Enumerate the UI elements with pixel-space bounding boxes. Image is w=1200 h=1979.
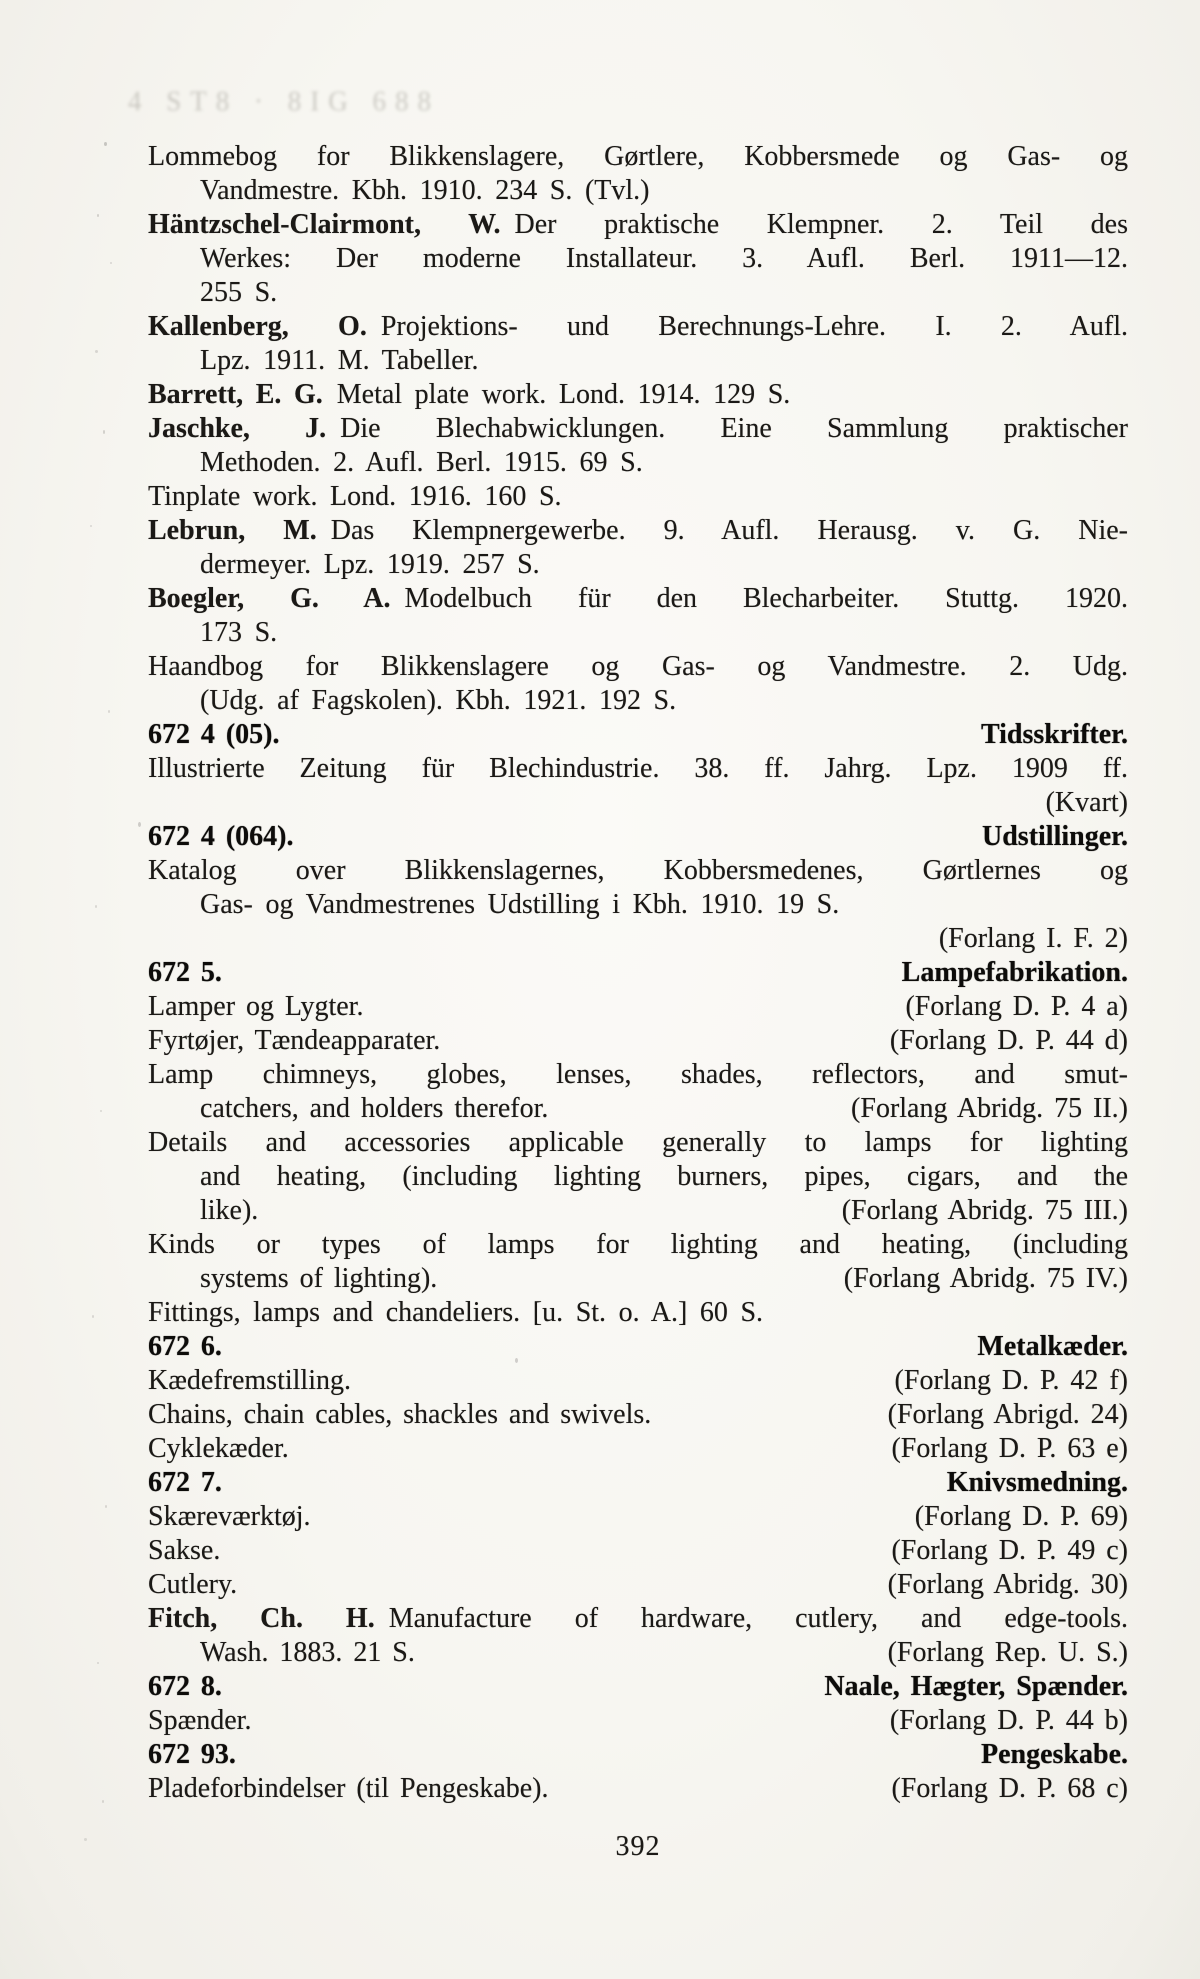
classification-number: [148, 956, 222, 990]
reference-note: (Forlang Abrigd. 24): [887, 1399, 1128, 1430]
entry-line: [148, 1636, 1128, 1670]
entry-line: [148, 446, 1128, 480]
entry-text: like).: [200, 1195, 259, 1226]
classification-code: 672 5.: [148, 957, 222, 988]
entry-line: [148, 378, 1128, 412]
reference-note: (Forlang Abridg. 75 III.): [841, 1195, 1128, 1226]
show-through-text: 4 ST8 · 8IG 688: [128, 85, 440, 117]
entry-text: Vandmestre. Kbh. 1910. 234 S. (Tvl.): [200, 175, 650, 206]
reference-note: (Forlang D. P. 44 b): [889, 1705, 1128, 1736]
entry-line: [148, 276, 1128, 310]
entry-text: and heating, (including lighting burners, pipes, cigars, and the: [200, 1161, 1128, 1192]
reference-note: (Kvart): [1045, 787, 1128, 818]
scan-speck: [102, 1800, 104, 1803]
entry-text: Wash. 1883. 21 S.: [200, 1637, 415, 1668]
entry-text: Skæreværktøj.: [148, 1501, 311, 1532]
entry-text: Barrett, E. G. Metal plate work. Lond. 1914. 129 S.: [148, 379, 791, 410]
classification-line: [148, 1670, 1128, 1704]
entry-text: Lommebog for Blikkenslagere, Gørtlere, Kobbersmede og Gas- og: [148, 141, 1128, 172]
entry-text: Fyrtøjer, Tændeapparater.: [148, 1025, 441, 1056]
entry-text: Illustrierte Zeitung für Blechindustrie. 38. ff. Jahrg. Lpz. 1909 ff.: [148, 753, 1128, 784]
entry-text: 255 S.: [200, 277, 278, 308]
entry-line: [148, 1432, 1128, 1466]
classification-number: [148, 718, 280, 752]
entry-text: Spænder.: [148, 1705, 252, 1736]
classification-number: [148, 1670, 222, 1704]
reference-note: (Forlang D. P. 63 e): [891, 1433, 1128, 1464]
entry-line: [148, 1602, 1128, 1636]
entry-text: Häntzschel-Clairmont, W. Der praktische Klempner. 2. Teil des: [148, 209, 1128, 240]
entry-text: Lamp chimneys, globes, lenses, shades, reflectors, and smut-: [148, 1059, 1128, 1090]
scan-speck: [105, 1505, 107, 1508]
reference-note: (Forlang D. P. 44 d): [889, 1025, 1128, 1056]
entry-line: [148, 480, 1128, 514]
entry-text: 173 S.: [200, 617, 278, 648]
entry-line: [148, 174, 1128, 208]
classification-code: 672 93.: [148, 1739, 236, 1770]
text-block: [148, 140, 1128, 1806]
entry-author: Boegler, G. A.: [148, 583, 391, 614]
entry-text: Chains, chain cables, shackles and swivels.: [148, 1399, 652, 1430]
entry-line: [148, 888, 1128, 922]
classification-line: [148, 1466, 1128, 1500]
entry-line: [148, 548, 1128, 582]
entry-text: Kallenberg, O. Projektions- und Berechnungs-Lehre. I. 2. Aufl.: [148, 311, 1128, 342]
entry-line: [148, 1364, 1128, 1398]
entry-line: [148, 514, 1128, 548]
entry-text: Kinds or types of lamps for lighting and heating, (including: [148, 1229, 1128, 1260]
entry-text: Haandbog for Blikkenslagere og Gas- og Vandmestre. 2. Udg.: [148, 651, 1128, 682]
entry-line: [148, 1568, 1128, 1602]
entry-line: [148, 854, 1128, 888]
scan-speck: [84, 1838, 87, 1841]
entry-text: (Udg. af Fagskolen). Kbh. 1921. 192 S.: [200, 685, 677, 716]
classification-line: [148, 820, 1128, 854]
entry-author: Kallenberg, O.: [148, 311, 367, 342]
classification-heading: Pengeskabe.: [981, 1739, 1128, 1770]
reference-note: (Forlang I. F. 2): [938, 923, 1128, 954]
classification-number: [148, 1738, 236, 1772]
entry-line: [148, 242, 1128, 276]
entry-line: [148, 344, 1128, 378]
entry-line: [148, 616, 1128, 650]
entry-line: [148, 650, 1128, 684]
scan-speck: [103, 430, 105, 434]
classification-heading: Lampefabrikation.: [901, 957, 1128, 988]
entry-line: [148, 786, 1128, 820]
scan-speck: [95, 350, 98, 353]
entry-text: Cyklekæder.: [148, 1433, 289, 1464]
classification-code: 672 4 (064).: [148, 821, 294, 852]
entry-line: [148, 752, 1128, 786]
classification-code: 672 6.: [148, 1331, 222, 1362]
scan-speck: [90, 525, 92, 527]
scan-speck: [92, 1315, 94, 1318]
reference-note: (Forlang Abridg. 75 IV.): [843, 1263, 1128, 1294]
entry-line: [148, 412, 1128, 446]
entry-line: [148, 1296, 1128, 1330]
classification-line: [148, 1330, 1128, 1364]
entry-line: [148, 1194, 1128, 1228]
classification-heading: Udstillinger.: [982, 821, 1128, 852]
scan-speck: [95, 905, 97, 908]
entry-author: Lebrun, M.: [148, 515, 317, 546]
reference-note: (Forlang D. P. 69): [914, 1501, 1128, 1532]
entry-line: [148, 1126, 1128, 1160]
classification-number: [148, 1466, 222, 1500]
reference-note: (Forlang Rep. U. S.): [887, 1637, 1128, 1668]
entry-text: systems of lighting).: [200, 1263, 438, 1294]
entry-line: [148, 1534, 1128, 1568]
entry-text: Cutlery.: [148, 1569, 238, 1600]
entry-text: Fitch, Ch. H. Manufacture of hardware, cutlery, and edge-tools.: [148, 1603, 1128, 1634]
entry-line: [148, 1228, 1128, 1262]
scan-speck: [97, 1662, 99, 1664]
entry-text: Tinplate work. Lond. 1916. 160 S.: [148, 481, 562, 512]
entry-text: Details and accessories applicable generally to lamps for lighting: [148, 1127, 1128, 1158]
entry-author: Barrett, E. G.: [148, 379, 323, 410]
entry-text: Kædefremstilling.: [148, 1365, 351, 1396]
entry-text: Sakse.: [148, 1535, 221, 1566]
entry-line: [148, 1092, 1128, 1126]
classification-heading: Knivsmedning.: [946, 1467, 1128, 1498]
classification-line: [148, 1738, 1128, 1772]
classification-line: [148, 956, 1128, 990]
classification-heading: Naale, Hægter, Spænder.: [824, 1671, 1128, 1702]
scan-speck: [515, 1358, 518, 1363]
entry-text: Methoden. 2. Aufl. Berl. 1915. 69 S.: [200, 447, 643, 478]
scan-speck: [100, 1110, 102, 1112]
scan-speck: [138, 822, 141, 827]
entry-author: Fitch, Ch. H.: [148, 1603, 375, 1634]
reference-note: (Forlang D. P. 68 c): [891, 1773, 1128, 1804]
entry-text: Lebrun, M. Das Klempnergewerbe. 9. Aufl. Herausg. v. G. Nie-: [148, 515, 1128, 546]
scan-speck: [108, 710, 110, 713]
entry-text: Werkes: Der moderne Installateur. 3. Aufl. Berl. 1911—12.: [200, 243, 1128, 274]
classification-line: [148, 718, 1128, 752]
entry-text: dermeyer. Lpz. 1919. 257 S.: [200, 549, 540, 580]
classification-code: 672 4 (05).: [148, 719, 280, 750]
entry-text: Lamper og Lygter.: [148, 991, 364, 1022]
classification-heading: Tidsskrifter.: [980, 719, 1128, 750]
entry-line: [148, 922, 1128, 956]
classification-number: [148, 820, 294, 854]
entry-line: [148, 1772, 1128, 1806]
classification-heading: Metalkæder.: [977, 1331, 1128, 1362]
entry-line: [148, 140, 1128, 174]
entry-text: Boegler, G. A. Modelbuch für den Blecharbeiter. Stuttg. 1920.: [148, 583, 1128, 614]
entry-line: [148, 1058, 1128, 1092]
entry-text: Jaschke, J. Die Blechabwicklungen. Eine Sammlung praktischer: [148, 413, 1128, 444]
entry-line: [148, 1704, 1128, 1738]
reference-note: (Forlang D. P. 4 a): [905, 991, 1128, 1022]
classification-code: 672 7.: [148, 1467, 222, 1498]
entry-line: [148, 1500, 1128, 1534]
entry-text: Fittings, lamps and chandeliers. [u. St. o. A.] 60 S.: [148, 1297, 764, 1328]
scan-speck: [104, 142, 107, 146]
entry-line: [148, 684, 1128, 718]
classification-number: [148, 1330, 222, 1364]
entry-line: [148, 310, 1128, 344]
entry-line: [148, 208, 1128, 242]
entry-line: [148, 1160, 1128, 1194]
entry-text: catchers, and holders therefor.: [200, 1093, 549, 1124]
page-number: 392: [615, 1831, 661, 1862]
entry-line: [148, 1262, 1128, 1296]
entry-author: Häntzschel-Clairmont, W.: [148, 209, 501, 240]
reference-note: (Forlang Abridg. 30): [887, 1569, 1128, 1600]
entry-line: [148, 582, 1128, 616]
entry-text: Lpz. 1911. M. Tabeller.: [200, 345, 479, 376]
entry-line: [148, 1398, 1128, 1432]
reference-note: (Forlang D. P. 49 c): [891, 1535, 1128, 1566]
scan-speck: [97, 214, 99, 217]
reference-note: (Forlang Abridg. 75 II.): [851, 1093, 1128, 1124]
reference-note: (Forlang D. P. 42 f): [894, 1365, 1128, 1396]
scan-speck: [110, 262, 112, 264]
entry-text: Gas- og Vandmestrenes Udstilling i Kbh. 1910. 19 S.: [200, 889, 840, 920]
entry-author: Jaschke, J.: [148, 413, 327, 444]
entry-line: [148, 1024, 1128, 1058]
entry-text: Katalog over Blikkenslagernes, Kobbersmedenes, Gørtlernes og: [148, 855, 1128, 886]
classification-code: 672 8.: [148, 1671, 222, 1702]
entry-text: Pladeforbindelser (til Pengeskabe).: [148, 1773, 549, 1804]
entry-line: [148, 990, 1128, 1024]
